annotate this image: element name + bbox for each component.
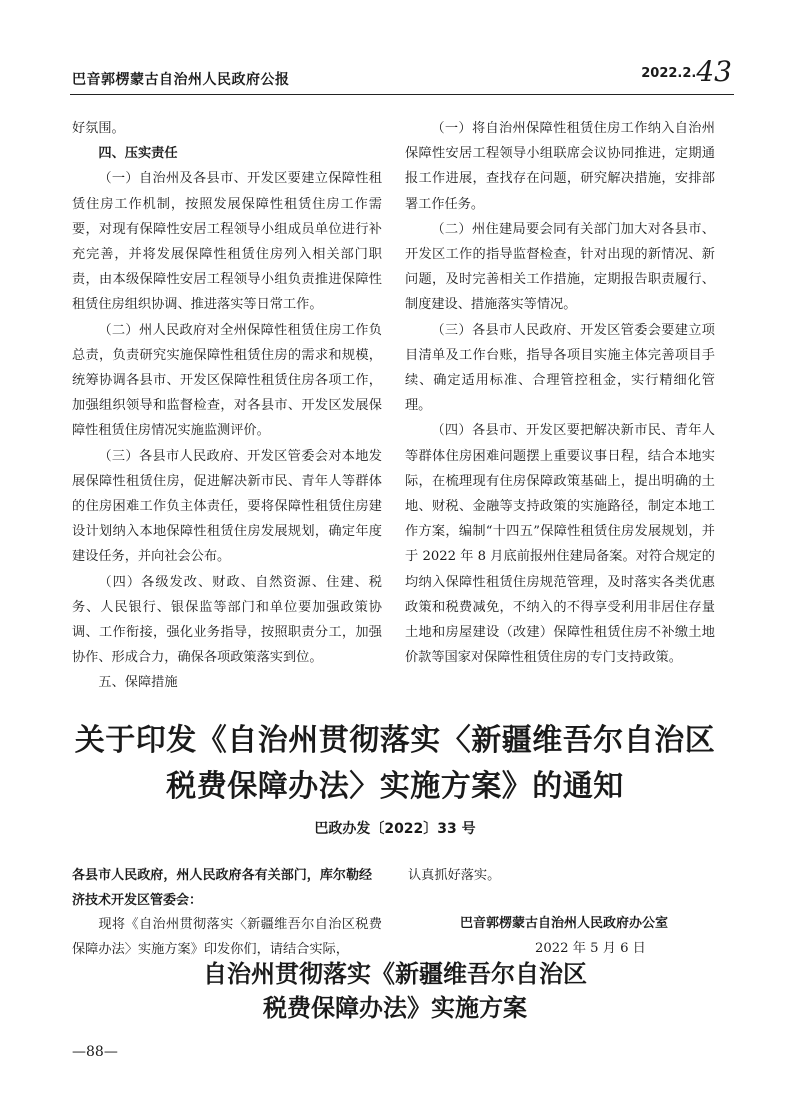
plan-title-line: 自治州贯彻落实《新疆维吾尔自治区 [203, 959, 587, 988]
paragraph: 好氛围。 [72, 121, 125, 136]
footer-page-number: —88— [72, 1044, 118, 1060]
signature-organization: 巴音郭楞蒙古自治州人民政府办公室 [460, 916, 669, 931]
notice-body: 现将《自治州贯彻落实〈新疆维吾尔自治区税费保障办法〉实施方案》印发你们，请结合实际， [72, 917, 382, 957]
notice-title-line: 税费保障办法〉实施方案》的通知 [166, 769, 624, 804]
section-heading: 四、压实责任 [98, 146, 178, 162]
page-header [72, 55, 732, 89]
section-heading: 五、保障措施 [98, 675, 178, 691]
issue-date: 2022.2. [641, 66, 697, 81]
right-column [405, 116, 715, 670]
notice-title-line: 关于印发《自治州贯彻落实〈新疆维吾尔自治区 [74, 723, 716, 758]
paragraph: （一）自治州及各县市、开发区要建立保障性租赁住房工作机制，按照发展保障性租赁住房工作需要，对现有保障性安居工程领导小组成员单位进行补充完善，并将发展保障性租赁住房列入相关部门职责，由本级保障性安居工程领导小组负责推进保障性租赁住房组织协调、推进落实等日常工作。 [72, 171, 382, 313]
document-number: 巴政办发〔2022〕33 号 [314, 821, 476, 837]
publication-name: 巴音郭楞蒙古自治州人民政府公报 [72, 72, 290, 88]
paragraph: （四）各级发改、财政、自然资源、住建、税务、人民银行、银保监等部门和单位要加强政策协调、工作衔接，强化业务指导，按照职责分工，加强协作、形成合力，确保各项政策落实到位。 [72, 574, 382, 666]
paragraph: （三）各县市人民政府、开发区管委会对本地发展保障性租赁住房，促进解决新市民、青年人等群体的住房困难工作负主体责任，要将保障性租赁住房建设计划纳入本地保障性租赁住房发展规划，确定年度建设任务，并向社会公布。 [72, 448, 382, 565]
left-column [72, 116, 382, 696]
paragraph: （二）州住建局要会同有关部门加大对各县市、开发区工作的指导监督检查，针对出现的新情况、新问题，及时完善相关工作措施，定期报告职责履行、制度建设、措施落实等情况。 [405, 221, 715, 313]
issue-info [641, 55, 732, 88]
notice-title [40, 718, 750, 810]
plan-title [0, 957, 790, 1025]
signature-date: 2022 年 5 月 6 日 [535, 941, 646, 956]
paragraph: （二）州人民政府对全州保障性租赁住房工作负总责，负责研究实施保障性租赁住房的需求和规模，统筹协调各县市、开发区保障性租赁住房各项工作，加强组织领导和监督检查，对各县市、开发区发展保障性租赁住房情况实施监测评价。 [72, 322, 382, 439]
paragraph: （三）各县市人民政府、开发区管委会要建立项目清单及工作台账，指导各项目实施主体完善项目手续、确定适用标准、合理管控租金，实行精细化管理。 [405, 322, 715, 414]
notice-body-continued: 认真抓好落实。 [408, 868, 501, 883]
plan-title-line: 税费保障办法》实施方案 [263, 993, 527, 1022]
paragraph: （四）各县市、开发区要把解决新市民、青年人等群体住房困难问题摆上重要议事日程，结合本地实际，在梳理现有住房保障政策基础上，提出明确的土地、财税、金融等支持政策的实施路径，制定本地工作方案，编制“十四五”保障性租赁住房发展规划，并于 2022 年 8 月底前报州住建局备案。对符合规定的均纳入保障性租赁住房规范管理，及时落实各类优惠政策和税费减免，不纳入的不得享受利用非居住存量土地和房屋建设（改建）保障性租赁住房不补缴土地价款等国家对保障性租赁住房的专门支持政策。 [405, 423, 715, 666]
notice-recipients: 各县市人民政府，州人民政府各有关部门，库尔勒经济技术开发区管委会： [72, 868, 372, 908]
header-rule [70, 94, 734, 95]
issue-page-number: 43 [696, 55, 732, 88]
paragraph: （一）将自治州保障性租赁住房工作纳入自治州保障性安居工程领导小组联席会议协同推进，定期通报工作进展，查找存在问题，研究解决措施，安排部署工作任务。 [405, 121, 715, 212]
